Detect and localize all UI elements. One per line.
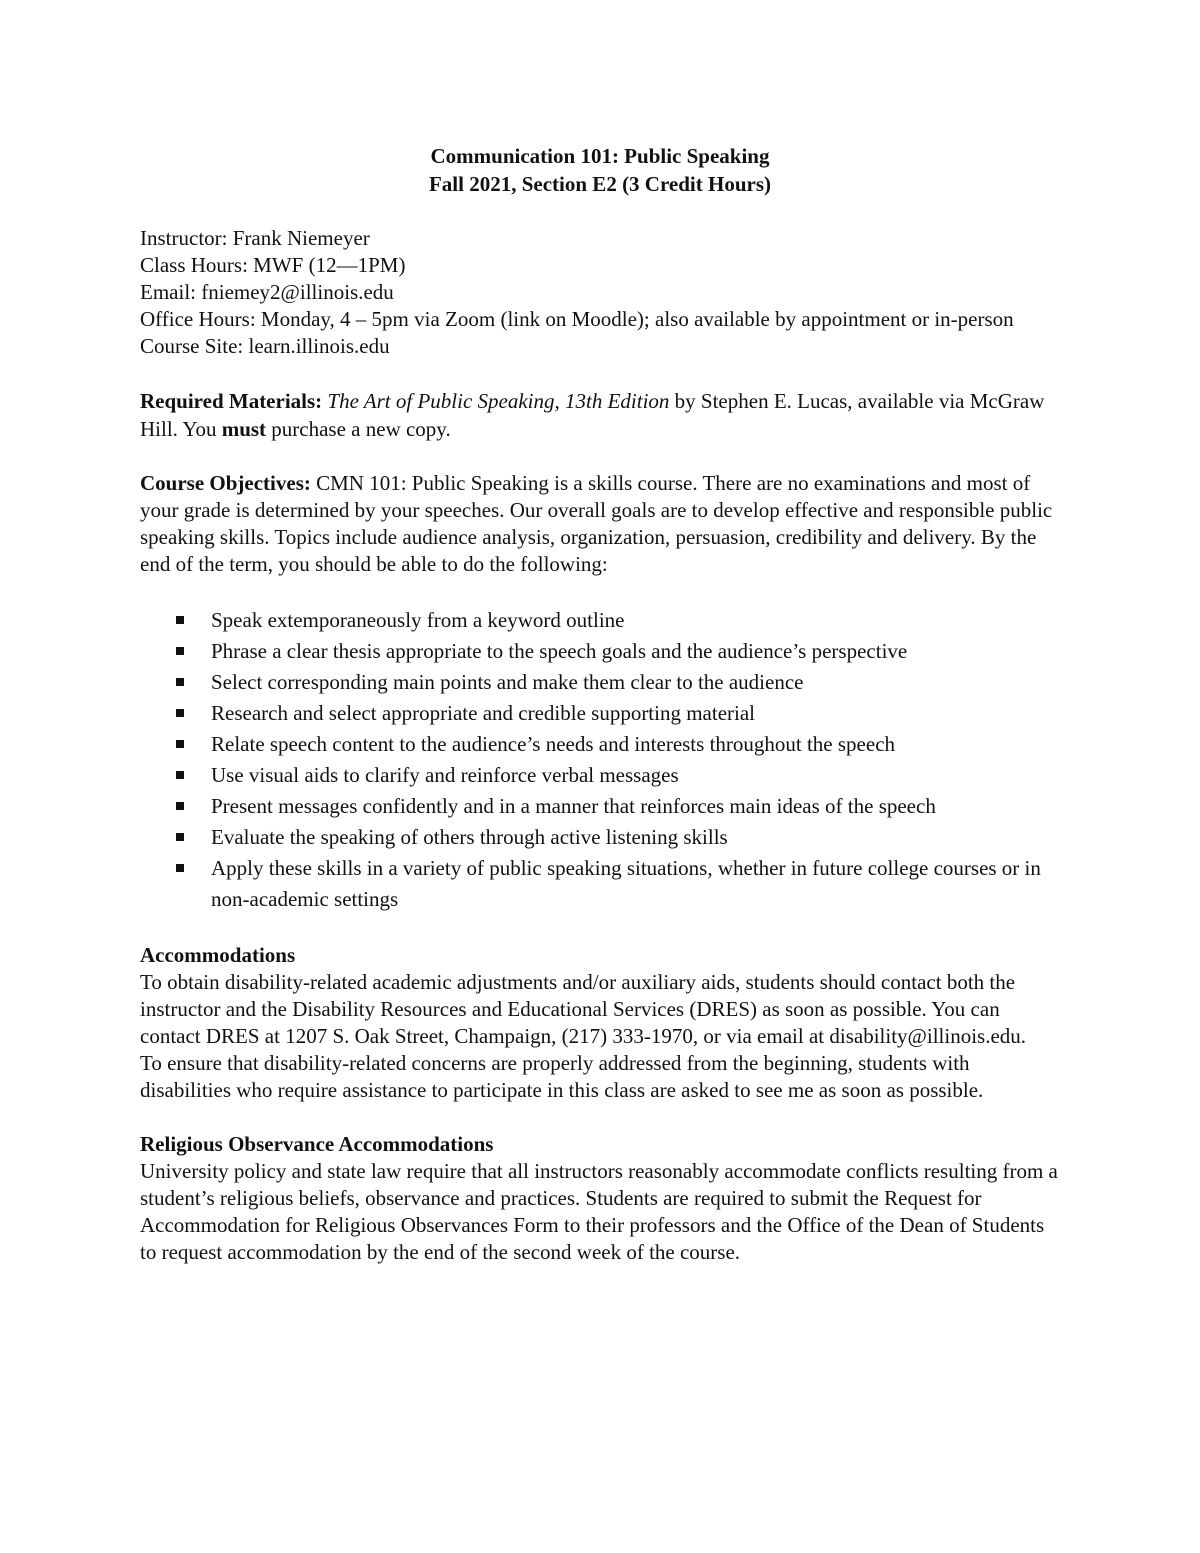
square-bullet-icon — [176, 647, 184, 655]
list-item-text: Apply these skills in a variety of public speaking situations, whether in future college courses or in non-academic settings — [211, 856, 1041, 911]
book-title: The Art of Public Speaking, 13th Edition — [327, 389, 670, 413]
spacer — [140, 915, 1060, 942]
list-item — [140, 636, 1060, 667]
required-materials-label: Required Materials: — [140, 389, 323, 413]
syllabus-page — [140, 142, 1060, 1266]
list-item — [140, 605, 1060, 636]
materials-emphasis: must — [221, 417, 267, 441]
spacer — [140, 1104, 1060, 1131]
course-site-line: Course Site: learn.illinois.edu — [140, 334, 390, 358]
accommodations-paragraph-1: To obtain disability-related academic adjustments and/or auxiliary aids, students should contact both the instructor and the Disability Resources and Educational Services (DRES) as soon as possible. You can contact DRES at 1207 S. Oak Street, Champaign, (217) 333-1970, or via email at disability@illinois.edu. — [140, 970, 1027, 1048]
list-item-text: Use visual aids to clarify and reinforce verbal messages — [211, 763, 679, 787]
required-materials-paragraph — [140, 387, 1060, 443]
materials-text-1: by Stephen E. Lucas, available via McGraw Hill. You — [140, 389, 1045, 441]
list-item-text: Research and select appropriate and credible supporting material — [211, 701, 756, 725]
square-bullet-icon — [176, 616, 184, 624]
list-item-text: Present messages confidently and in a manner that reinforces main ideas of the speech — [211, 794, 936, 818]
square-bullet-icon — [176, 833, 184, 841]
square-bullet-icon — [176, 678, 184, 686]
accommodations-paragraph-2: To ensure that disability-related concerns are properly addressed from the beginning, students with disabilities who require assistance to participate in this class are asked to see me as soon as possible. — [140, 1051, 984, 1102]
list-item — [140, 791, 1060, 822]
religious-paragraph: University policy and state law require that all instructors reasonably accommodate conflicts resulting from a student’s religious beliefs, observance and practices. Students are required to submit the Request for Accommodation for Religious Observances Form to their professors and the Office of the Dean of Students to request accommodation by the end of the second week of the course. — [140, 1159, 1058, 1264]
square-bullet-icon — [176, 709, 184, 717]
office-hours-line: Office Hours: Monday, 4 – 5pm via Zoom (link on Moodle); also available by appointment or in-person — [140, 307, 1014, 331]
square-bullet-icon — [176, 740, 184, 748]
spacer — [140, 443, 1060, 470]
spacer — [140, 578, 1060, 605]
course-info — [140, 225, 1060, 360]
list-item-text: Select corresponding main points and make them clear to the audience — [211, 670, 804, 694]
list-item-text: Relate speech content to the audience’s needs and interests throughout the speech — [211, 732, 896, 756]
course-subtitle: Fall 2021, Section E2 (3 Credit Hours) — [428, 172, 771, 196]
list-item — [140, 698, 1060, 729]
list-item — [140, 822, 1060, 853]
square-bullet-icon — [176, 864, 184, 872]
class-hours-line: Class Hours: MWF (12—1PM) — [140, 253, 406, 277]
list-item-text: Evaluate the speaking of others through active listening skills — [211, 825, 728, 849]
accommodations-heading: Accommodations — [140, 943, 296, 967]
course-objectives-text: CMN 101: Public Speaking is a skills course. There are no examinations and most of your grade is determined by your speeches. Our overall goals are to develop effective and responsible public speaking skills. Topics include audience analysis, organization, persuasion, credibility and delivery. By the end of the term, you should be able to do the following: — [140, 471, 1053, 576]
email-line: Email: fniemey2@illinois.edu — [140, 280, 394, 304]
list-item — [140, 853, 1060, 915]
square-bullet-icon — [176, 802, 184, 810]
objectives-list — [140, 605, 1060, 915]
square-bullet-icon — [176, 771, 184, 779]
list-item — [140, 729, 1060, 760]
title-block — [135, 142, 1065, 198]
materials-text-2: purchase a new copy. — [266, 417, 451, 441]
course-objectives-label: Course Objectives: — [140, 471, 311, 495]
course-title: Communication 101: Public Speaking — [430, 144, 770, 168]
instructor-line: Instructor: Frank Niemeyer — [140, 226, 370, 250]
list-item-text: Phrase a clear thesis appropriate to the speech goals and the audience’s perspective — [211, 639, 908, 663]
religious-heading: Religious Observance Accommodations — [140, 1132, 494, 1156]
spacer — [140, 360, 1060, 387]
list-item — [140, 760, 1060, 791]
course-objectives-paragraph — [140, 470, 1060, 578]
list-item — [140, 667, 1060, 698]
list-item-text: Speak extemporaneously from a keyword outline — [211, 608, 625, 632]
